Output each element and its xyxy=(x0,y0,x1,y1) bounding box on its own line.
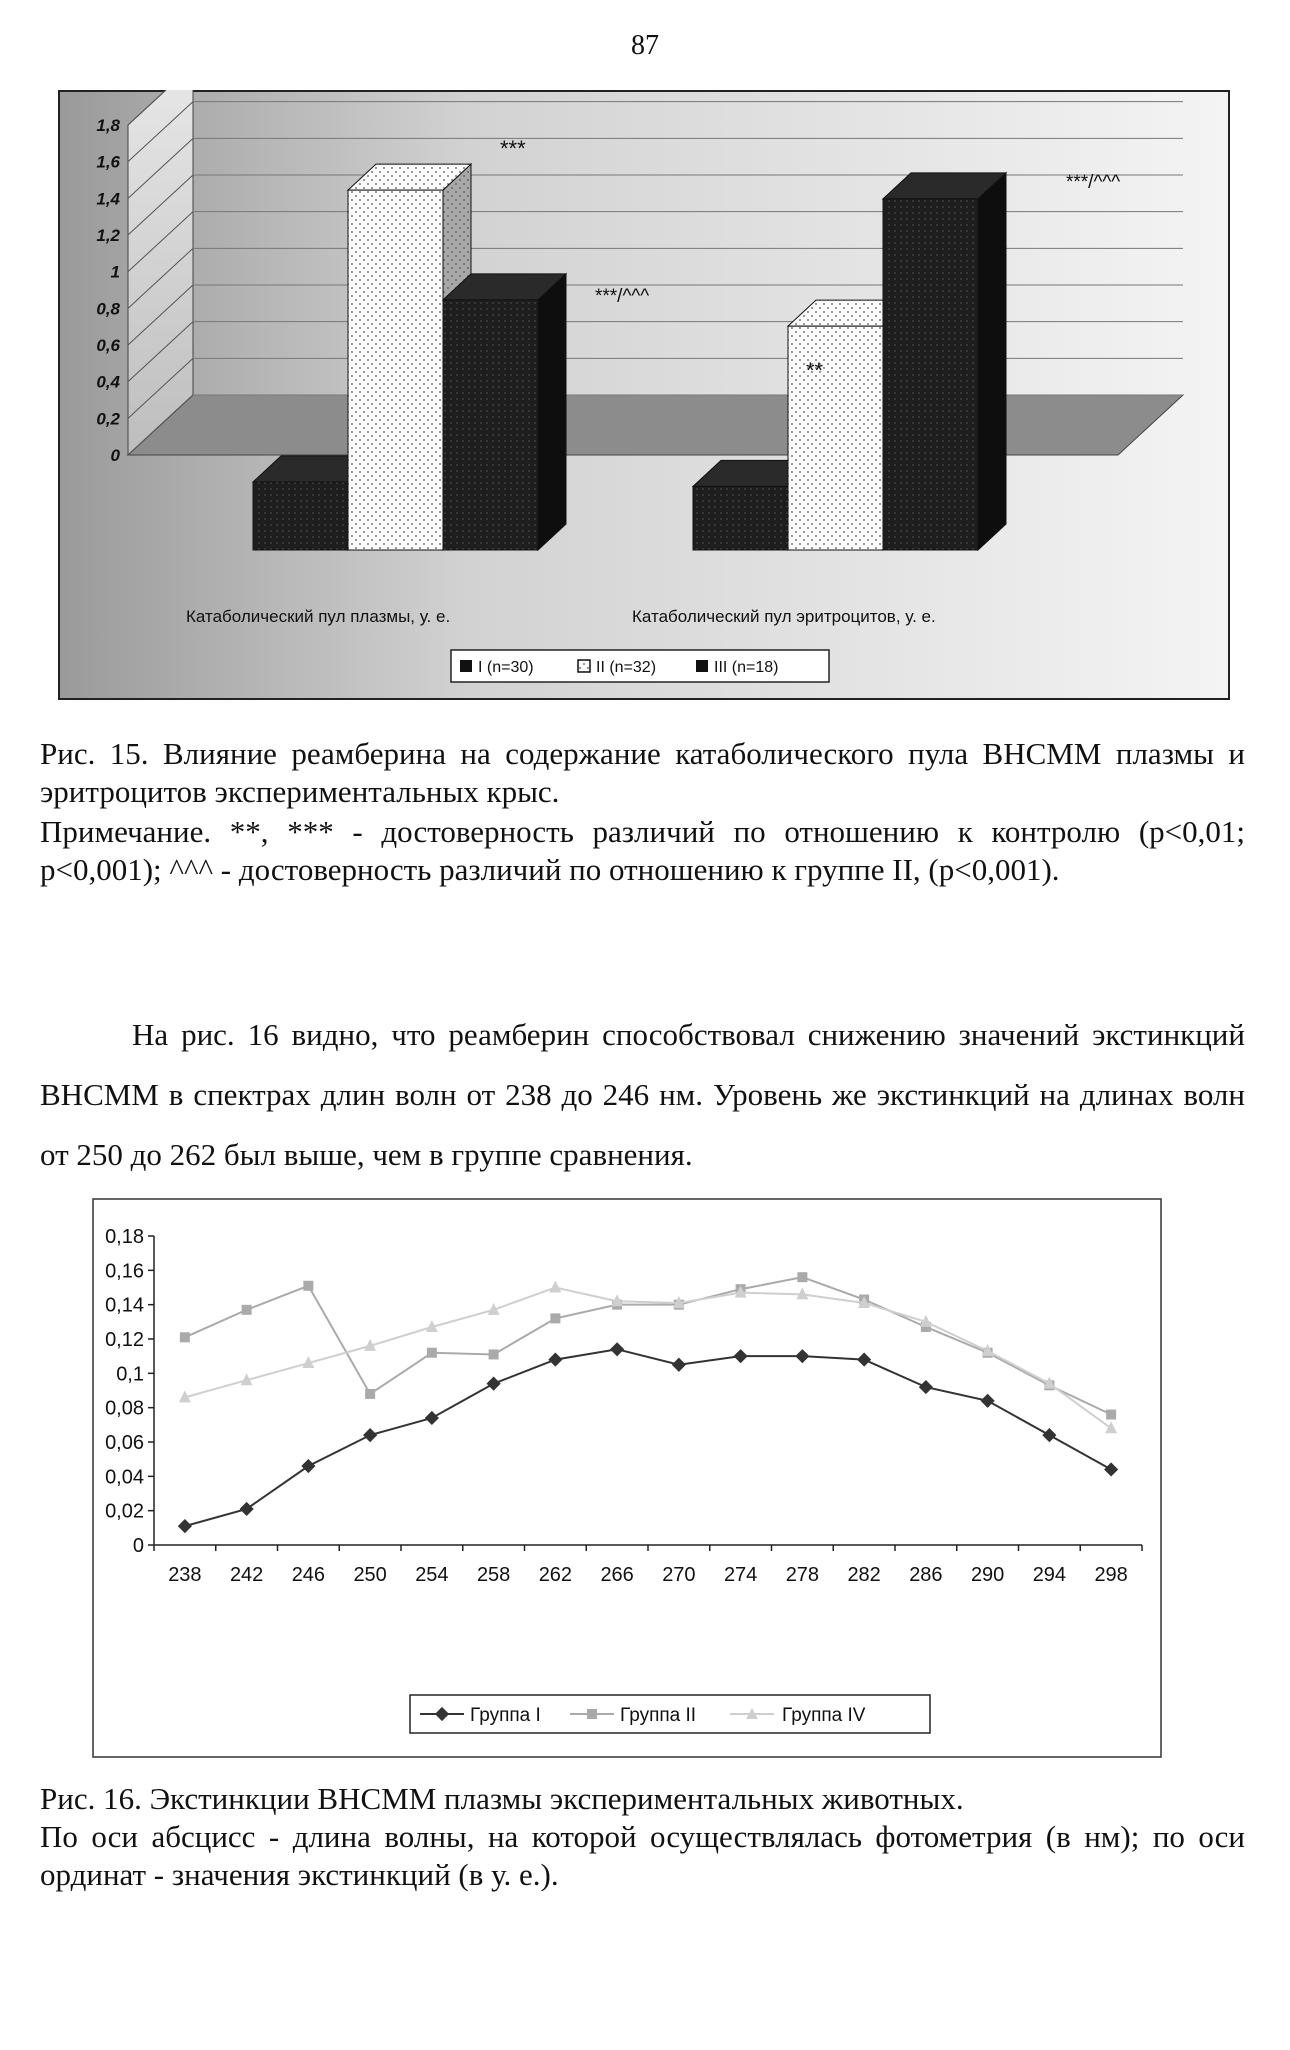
floor xyxy=(128,395,1183,455)
figure-16-note: По оси абсцисс - длина волны, на которой осуществлялась фотометрия (в нм); по оси ординат - значения экстинкций (в у. е.). xyxy=(40,1819,1245,1892)
legend xyxy=(410,1695,930,1733)
y-tick-label: 0,06 xyxy=(105,1432,144,1454)
figure-15-note: Примечание. **, *** - достоверность различий по отношению к контролю (p<0,01; p<0,001); ^^^ - достоверность различий по отношению к группе II, (p<0,001). xyxy=(40,814,1245,887)
y-tick-label: 1,6 xyxy=(96,152,120,172)
x-category-label-2: Катаболический пул эритроцитов, у. е. xyxy=(632,607,936,626)
y-tick-label: 1,2 xyxy=(96,226,120,245)
x-tick-label: 278 xyxy=(785,1564,820,1586)
y-tick-label: 0,1 xyxy=(116,1363,144,1386)
side-wall xyxy=(128,90,193,455)
y-tick-label: 0,6 xyxy=(96,336,120,355)
figure-16-caption: Рис. 16. Экстинкции ВНСММ плазмы экспериментальных животных. xyxy=(40,1781,964,1816)
y-tick-label: 0,02 xyxy=(105,1500,144,1523)
x-tick-label: 290 xyxy=(970,1564,1005,1586)
data-point xyxy=(242,1305,252,1315)
bar-side xyxy=(538,274,566,550)
body-paragraph: На рис. 16 видно, что реамберин способствовал снижению значений экстинкций ВНСММ в спектрах длин волн от 238 до 246 нм. Уровень же экстинкций на длинах волн от 250 до 262 был выше, чем в группе сравнения. xyxy=(40,1017,1245,1172)
x-tick-label: 262 xyxy=(538,1564,573,1586)
annotation-2: ***/^^^ xyxy=(595,286,650,307)
y-tick-label: 0,12 xyxy=(105,1329,144,1351)
data-point xyxy=(1106,1410,1116,1420)
y-tick-label: 0,14 xyxy=(105,1294,144,1317)
page-number: 87 xyxy=(631,30,659,61)
bar-front xyxy=(883,199,978,550)
x-tick-label: 254 xyxy=(415,1564,449,1586)
legend xyxy=(451,650,829,682)
x-tick-label: 242 xyxy=(229,1564,264,1586)
x-tick-label: 246 xyxy=(291,1564,326,1586)
y-tick-label: 0 xyxy=(110,446,120,465)
figure-15-bar-chart xyxy=(58,90,1230,700)
legend-label-series-2: Группа II xyxy=(620,1705,697,1726)
y-tick-label: 0,18 xyxy=(105,1226,144,1248)
y-tick-label: 0,04 xyxy=(105,1466,144,1489)
data-point xyxy=(427,1348,437,1358)
data-point xyxy=(797,1272,807,1282)
bar-2-series-3 xyxy=(883,173,1006,550)
data-point xyxy=(550,1313,560,1323)
legend-swatch-series-2 xyxy=(578,660,590,672)
x-tick-label: 274 xyxy=(723,1564,758,1586)
x-tick-label: 250 xyxy=(353,1564,387,1586)
x-tick-label: 270 xyxy=(662,1564,696,1586)
bar-side xyxy=(978,173,1006,550)
x-tick-label: 238 xyxy=(168,1564,202,1586)
data-point xyxy=(365,1389,375,1399)
annotation-3: ** xyxy=(806,358,824,383)
x-tick-label: 266 xyxy=(600,1564,634,1586)
legend-label-series-3: Группа IV xyxy=(782,1705,866,1726)
legend-swatch-series-3 xyxy=(696,660,708,672)
legend-label-series-2: II (n=32) xyxy=(596,659,657,676)
bar-front xyxy=(693,486,788,550)
y-tick-label: 0,16 xyxy=(105,1260,144,1283)
annotation-1: *** xyxy=(500,136,526,161)
y-tick-label: 1,4 xyxy=(96,189,120,209)
bar-front xyxy=(348,190,443,550)
y-tick-label: 0,08 xyxy=(105,1397,144,1420)
data-point xyxy=(489,1349,499,1359)
x-tick-label: 258 xyxy=(476,1564,511,1586)
y-tick-label: 1 xyxy=(110,262,120,282)
legend-swatch-series-1 xyxy=(460,660,472,672)
annotation-4: ***/^^^ xyxy=(1066,172,1121,193)
legend-label-series-1: I (n=30) xyxy=(478,659,534,676)
legend-label-series-3: III (n=18) xyxy=(714,659,779,676)
bar-front xyxy=(788,326,883,550)
y-tick-label: 0,4 xyxy=(96,372,120,392)
x-tick-label: 282 xyxy=(847,1564,881,1586)
data-point xyxy=(303,1281,313,1291)
x-tick-label: 286 xyxy=(909,1564,943,1586)
chart-frame xyxy=(93,1199,1161,1757)
x-category-label-1: Катаболический пул плазмы, у. е. xyxy=(186,607,451,626)
data-point xyxy=(180,1332,190,1342)
x-tick-label: 298 xyxy=(1094,1564,1128,1586)
y-tick-label: 0,2 xyxy=(96,409,120,429)
y-tick-label: 0 xyxy=(132,1535,144,1557)
legend-label-series-1: Группа I xyxy=(470,1705,541,1726)
y-tick-label: 0,8 xyxy=(96,299,120,319)
figure-16-line-chart xyxy=(92,1198,1162,1758)
x-tick-label: 294 xyxy=(1032,1564,1067,1586)
figure-15-caption: Рис. 15. Влияние реамберина на содержание катаболического пула ВНСММ плазмы и эритроцитов экспериментальных крыс. xyxy=(40,736,1245,809)
bar-front xyxy=(443,300,538,550)
bar-front xyxy=(253,482,348,550)
legend-marker-series-2 xyxy=(587,1709,597,1719)
bar-1-series-3 xyxy=(443,274,566,550)
y-tick-label: 1,8 xyxy=(96,116,120,135)
